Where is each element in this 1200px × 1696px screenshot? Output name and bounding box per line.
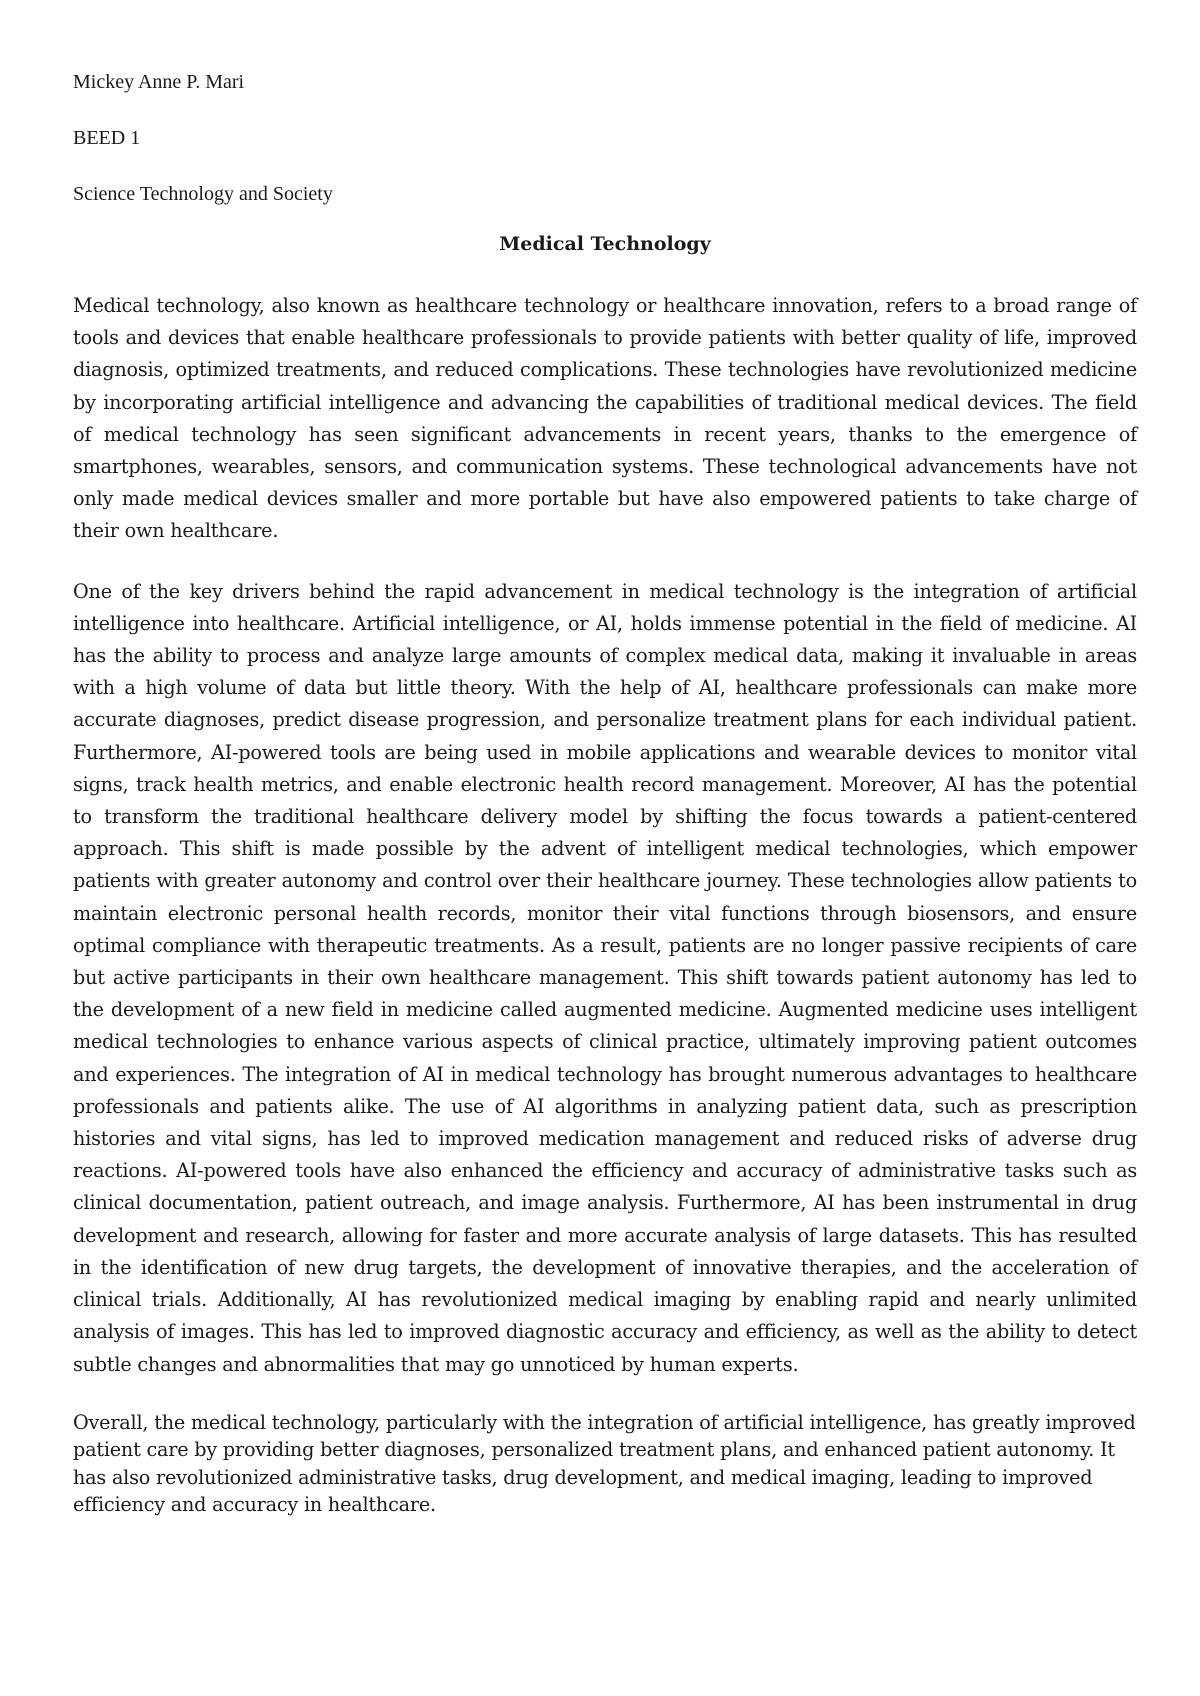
document-body: [73, 70, 1137, 1547]
course-name: BEED 1: [73, 127, 141, 149]
paragraph-conclusion: Overall, the medical technology, particularly with the integration of artificial intelligence, has greatly improved patient care by providing better diagnoses, personalized treatment plans, and enhanced patient autonomy. It has also revolutionized administrative tasks, drug development, and medical imaging, leading to improved efficiency and accuracy in healthcare.: [73, 1410, 1136, 1517]
document-title: Medical Technology: [499, 233, 711, 255]
paragraph-intro: Medical technology, also known as healthcare technology or healthcare innovation, refers to a broad range of tools and devices that enable healthcare professionals to provide patients with better quality of life, improved diagnosis, optimized treatments, and reduced complications. These technologies have revolutionized medicine by incorporating artificial intelligence and advancing the capabilities of traditional medical devices. The field of medical technology has seen significant advancements in recent years, thanks to the emergence of smartphones, wearables, sensors, and communication systems. These technological advancements have not only made medical devices smaller and more portable but have also empowered patients to take charge of their own healthcare.: [73, 294, 1137, 543]
author-name: Mickey Anne P. Mari: [73, 71, 245, 93]
subject-name: Science Technology and Society: [73, 183, 333, 205]
paragraph-ai: One of the key drivers behind the rapid advancement in medical technology is the integration of artificial intelligence into healthcare. Artificial intelligence, or AI, holds immense potential in the field of medicine. AI has the ability to process and analyze large amounts of complex medical data, making it invaluable in areas with a high volume of data but little theory. With the help of AI, healthcare professionals can make more accurate diagnoses, predict disease progression, and personalize treatment plans for each individual patient. Furthermore, AI-powered tools are being used in mobile applications and wearable devices to monitor vital signs, track health metrics, and enable electronic health record management. Moreover, AI has the potential to transform the traditional healthcare delivery model by shifting the focus towards a patient-centered approach. This shift is made possible by the advent of intelligent medical technologies, which empower patients with greater autonomy and control over their healthcare journey. These technologies allow patients to maintain electronic personal health records, monitor their vital functions through biosensors, and ensure optimal compliance with therapeutic treatments. As a result, patients are no longer passive recipients of care but active participants in their own healthcare management. This shift towards patient autonomy has led to the development of a new field in medicine called augmented medicine. Augmented medicine uses intelligent medical technologies to enhance various aspects of clinical practice, ultimately improving patient outcomes and experiences. The integration of AI in medical technology has brought numerous advantages to healthcare professionals and patients alike. The use of AI algorithms in analyzing patient data, such as prescription histories and vital signs, has led to improved medication management and reduced risks of adverse drug reactions. AI-powered tools have also enhanced the efficiency and accuracy of administrative tasks such as clinical documentation, patient outreach, and image analysis. Furthermore, AI has been instrumental in drug development and research, allowing for faster and more accurate analysis of large datasets. This has resulted in the identification of new drug targets, the development of innovative therapies, and the acceleration of clinical trials. Additionally, AI has revolutionized medical imaging by enabling rapid and nearly unlimited analysis of images. This has led to improved diagnostic accuracy and efficiency, as well as the ability to detect subtle changes and abnormalities that may go unnoticed by human experts.: [73, 579, 1137, 1376]
